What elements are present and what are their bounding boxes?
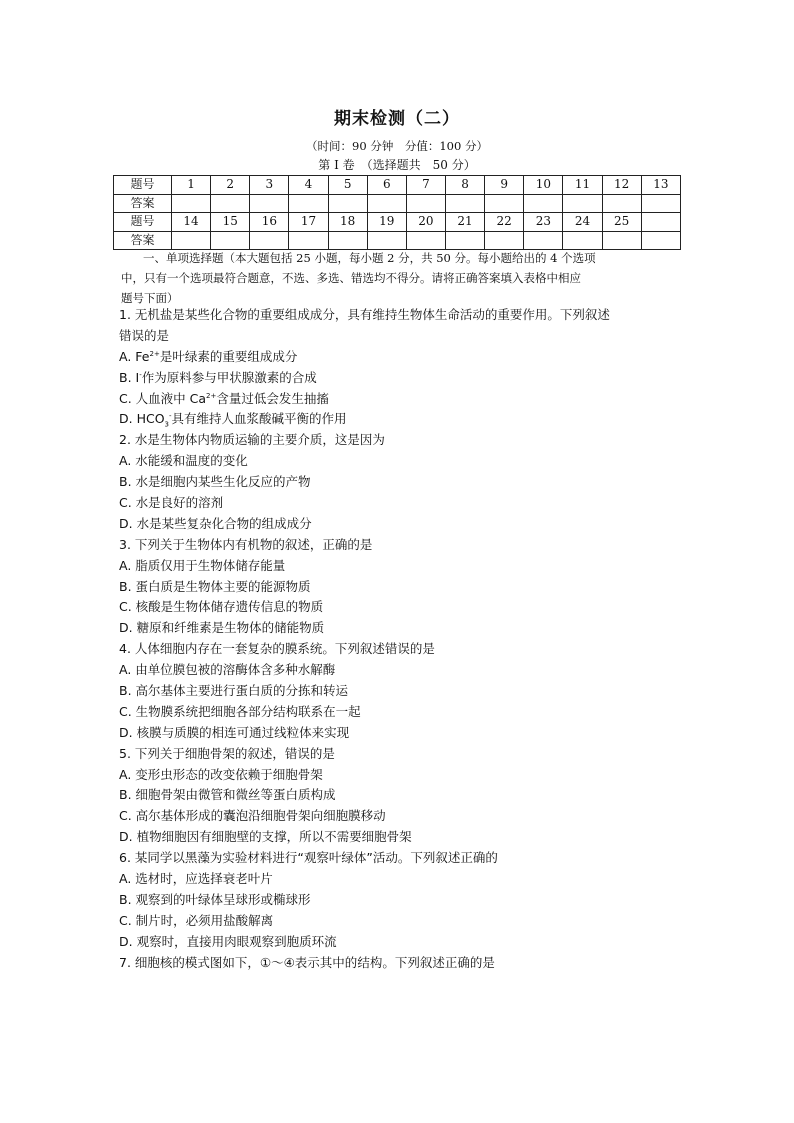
answer-cell[interactable] [563, 231, 602, 250]
answer-cell[interactable] [289, 231, 328, 250]
question-number-cell: 24 [563, 213, 602, 232]
question-number-cell: 17 [289, 213, 328, 232]
option-line: C. 水是良好的溶剂 [119, 495, 224, 511]
question-stem: 错误的是 [119, 327, 170, 343]
answer-cell[interactable] [250, 194, 289, 213]
option-text: A. Fe [119, 348, 150, 364]
question-number-cell: 20 [406, 213, 445, 232]
option-line: D. 植物细胞因有细胞壁的支撑，所以不需要细胞骨架 [119, 829, 412, 845]
option-line: A. 脂质仅用于生物体储存能量 [119, 557, 286, 573]
row-label: 题号 [114, 176, 172, 195]
answer-table-answer-row-2 [114, 231, 681, 250]
question-number-cell: 18 [328, 213, 367, 232]
question-number-cell: 14 [172, 213, 211, 232]
question-stem: 4. 人体细胞内存在一套复杂的膜系统。下列叙述错误的是 [119, 641, 435, 657]
option-line: B. 观察到的叶绿体呈球形或椭球形 [119, 891, 311, 907]
question-number-cell: 23 [524, 213, 563, 232]
option-line: C. 制片时，必须用盐酸解离 [119, 912, 274, 928]
question-stem: 5. 下列关于细胞骨架的叙述，错误的是 [119, 745, 335, 761]
answer-cell[interactable] [328, 231, 367, 250]
option-line: C. 生物膜系统把细胞各部分结构联系在一起 [119, 703, 361, 719]
option-line: C. 核酸是生物体储存遗传信息的物质 [119, 599, 324, 615]
answer-cell[interactable] [172, 231, 211, 250]
answer-cell[interactable] [289, 194, 328, 213]
option-text: 具有维持人血浆酸碱平衡的作用 [171, 411, 347, 427]
option-line: A. 变形虫形态的改变依赖于细胞骨架 [119, 766, 323, 782]
option-line: D. 观察时，直接用肉眼观察到胞质环流 [119, 933, 337, 949]
question-number-cell: 13 [641, 176, 680, 195]
option-line: D. 水是某些复杂化合物的组成成分 [119, 515, 312, 531]
answer-cell[interactable] [641, 231, 680, 250]
superscript: - [169, 412, 172, 421]
option-text: 是叶绿素的重要组成成分 [159, 348, 298, 364]
answer-cell[interactable] [602, 194, 641, 213]
question-number-cell: 11 [563, 176, 602, 195]
answer-cell[interactable] [641, 194, 680, 213]
question-number-cell: 7 [406, 176, 445, 195]
question-stem: 6. 某同学以黑藻为实验材料进行“观察叶绿体”活动。下列叙述正确的 [119, 850, 498, 866]
option-line: C. 高尔基体形成的囊泡沿细胞骨架向细胞膜移动 [119, 808, 386, 824]
option-text: 含量过低会发生抽搐 [216, 390, 329, 406]
answer-cell[interactable] [367, 231, 406, 250]
answer-cell[interactable] [445, 231, 484, 250]
answer-cell[interactable] [485, 194, 524, 213]
answer-table-number-row-1 [114, 176, 681, 195]
option-line [119, 409, 689, 430]
question-number-cell: 3 [250, 176, 289, 195]
row-label: 答案 [114, 194, 172, 213]
row-label: 答案 [114, 231, 172, 250]
question-number-cell: 9 [485, 176, 524, 195]
answer-cell[interactable] [406, 231, 445, 250]
instruction-line: 题号下面） [121, 291, 179, 305]
option-line [119, 389, 689, 410]
question-number-cell: 19 [367, 213, 406, 232]
option-text: 作为原料参与甲状腺激素的合成 [141, 369, 317, 385]
question-list [119, 305, 689, 974]
answer-cell[interactable] [406, 194, 445, 213]
option-text: C. 人血液中 Ca [119, 390, 207, 406]
question-stem: 1. 无机盐是某些化合物的重要组成成分，具有维持生物体生命活动的重要作用。下列叙述 [119, 307, 610, 322]
answer-cell[interactable] [445, 194, 484, 213]
option-text: B. I [119, 369, 140, 385]
instruction-line: 中，只有一个选项最符合题意，不选、多选、错选均不得分。请将正确答案填入表格中相应 [121, 271, 581, 285]
answer-cell[interactable] [524, 194, 563, 213]
option-line: B. 水是细胞内某些生化反应的产物 [119, 474, 311, 490]
option-line: D. 糖原和纤维素是生物体的储能物质 [119, 620, 325, 636]
page-title: 期末检测（二） [334, 109, 460, 129]
option-line: B. 细胞骨架由微管和微丝等蛋白质构成 [119, 787, 336, 803]
question-number-cell: 22 [485, 213, 524, 232]
question-number-cell: 15 [211, 213, 250, 232]
question-number-cell: 5 [328, 176, 367, 195]
answer-cell[interactable] [524, 231, 563, 250]
answer-cell[interactable] [211, 194, 250, 213]
question-number-cell: 4 [289, 176, 328, 195]
question-number-cell: 12 [602, 176, 641, 195]
option-line: D. 核膜与质膜的相连可通过线粒体来实现 [119, 724, 350, 740]
section-title: 第 I 卷 （选择题共 50 分） [318, 158, 476, 172]
question-number-cell [641, 213, 680, 232]
answer-cell[interactable] [211, 231, 250, 250]
answer-cell[interactable] [367, 194, 406, 213]
section-instructions [121, 248, 681, 308]
answer-table-number-row-2 [114, 213, 681, 232]
option-line: B. 蛋白质是生物体主要的能源物质 [119, 578, 311, 594]
answer-table [113, 175, 681, 250]
subscript: 3 [164, 420, 170, 429]
question-stem: 3. 下列关于生物体内有机物的叙述，正确的是 [119, 536, 373, 552]
option-line [119, 368, 689, 389]
option-line: B. 高尔基体主要进行蛋白质的分拣和转运 [119, 683, 349, 699]
question-stem: 2. 水是生物体内物质运输的主要介质，这是因为 [119, 432, 385, 448]
question-number-cell: 16 [250, 213, 289, 232]
answer-cell[interactable] [602, 231, 641, 250]
answer-table-answer-row-1 [114, 194, 681, 213]
option-text: D. HCO [119, 411, 165, 427]
option-line [119, 347, 689, 368]
row-label: 题号 [114, 213, 172, 232]
instruction-line: 一、单项选择题（本大题包括 25 小题，每小题 2 分，共 50 分。每小题给出的 4 个选项 [143, 251, 596, 265]
question-number-cell: 21 [445, 213, 484, 232]
answer-cell[interactable] [485, 231, 524, 250]
superscript: 2+ [206, 391, 217, 400]
option-line: A. 选材时，应选择衰老叶片 [119, 871, 273, 887]
answer-cell[interactable] [250, 231, 289, 250]
question-number-cell: 1 [172, 176, 211, 195]
question-number-cell: 25 [602, 213, 641, 232]
superscript: 2+ [149, 349, 160, 358]
option-line: A. 水能缓和温度的变化 [119, 453, 248, 469]
question-number-cell: 2 [211, 176, 250, 195]
answer-cell[interactable] [328, 194, 367, 213]
question-number-cell: 8 [445, 176, 484, 195]
answer-cell[interactable] [563, 194, 602, 213]
exam-meta: （时间：90 分钟 分值：100 分） [306, 139, 488, 153]
superscript: - [139, 370, 142, 379]
answer-cell[interactable] [172, 194, 211, 213]
option-line: A. 由单位膜包被的溶酶体含多种水解酶 [119, 662, 336, 678]
question-number-cell: 6 [367, 176, 406, 195]
question-stem: 7. 细胞核的模式图如下，①～④表示其中的结构。下列叙述正确的是 [119, 954, 495, 970]
question-number-cell: 10 [524, 176, 563, 195]
